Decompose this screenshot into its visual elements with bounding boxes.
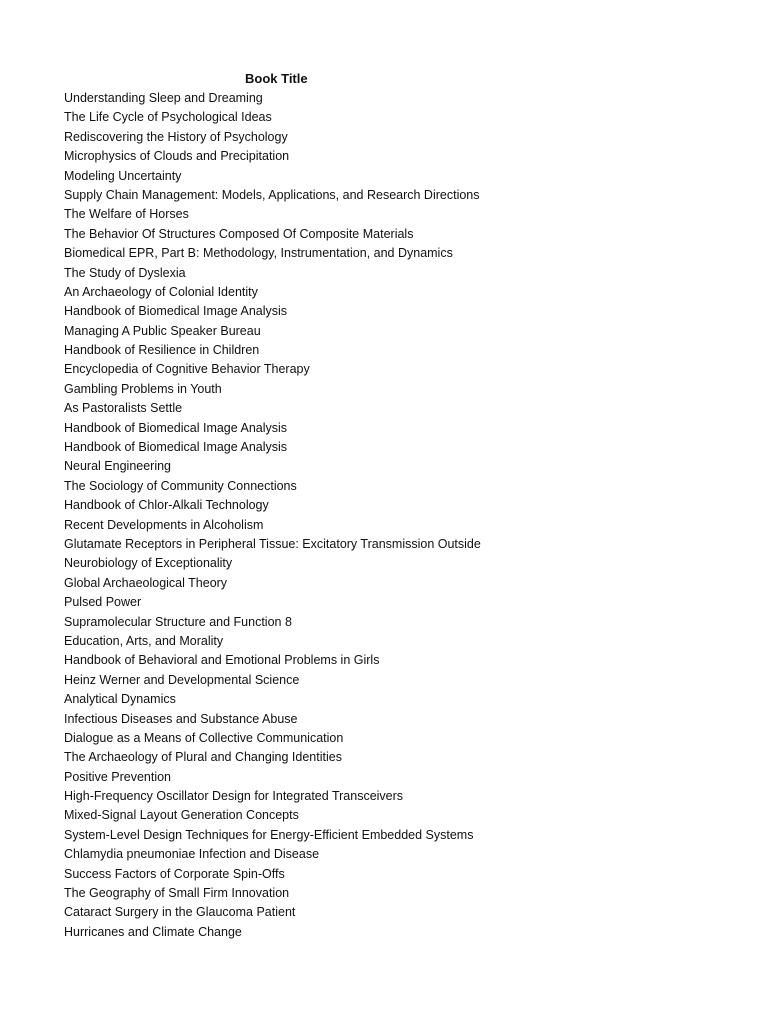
book-title-list xyxy=(64,89,481,942)
book-title-row: Handbook of Biomedical Image Analysis xyxy=(64,440,288,455)
book-title-row: Positive Prevention xyxy=(64,769,172,784)
book-title-row: Handbook of Biomedical Image Analysis xyxy=(64,420,288,435)
book-title-row: Biomedical EPR, Part B: Methodology, Instrumentation, and Dynamics xyxy=(64,246,453,261)
book-title-row: Managing A Public Speaker Bureau xyxy=(64,323,261,338)
book-title-row: Dialogue as a Means of Collective Communication xyxy=(64,730,344,745)
book-title-row: Infectious Diseases and Substance Abuse xyxy=(64,711,298,726)
book-title-row: The Geography of Small Firm Innovation xyxy=(64,886,290,901)
book-title-row: Neural Engineering xyxy=(64,459,172,474)
book-title-row: Modeling Uncertainty xyxy=(64,168,182,183)
book-title-row: System-Level Design Techniques for Energy-Efficient Embedded Systems xyxy=(64,827,474,842)
book-title-row: Supply Chain Management: Models, Applications, and Research Directions xyxy=(64,187,480,202)
book-title-row: Understanding Sleep and Dreaming xyxy=(64,91,263,105)
book-title-row: Gambling Problems in Youth xyxy=(64,381,222,396)
book-title-row: The Study of Dyslexia xyxy=(64,265,186,280)
book-title-row: Pulsed Power xyxy=(64,595,142,610)
book-title-row: Neurobiology of Exceptionality xyxy=(64,556,233,571)
book-title-row: The Sociology of Community Connections xyxy=(64,478,297,493)
book-title-row: Recent Developments in Alcoholism xyxy=(64,517,264,532)
book-title-row: Chlamydia pneumoniae Infection and Disease xyxy=(64,847,320,862)
book-title-row: Handbook of Behavioral and Emotional Problems in Girls xyxy=(64,653,380,668)
book-title-row: Heinz Werner and Developmental Science xyxy=(64,672,300,687)
book-title-row: Handbook of Biomedical Image Analysis xyxy=(64,304,288,319)
book-title-row: Glutamate Receptors in Peripheral Tissue: Excitatory Transmission Outside xyxy=(64,536,481,551)
book-title-row: Supramolecular Structure and Function 8 xyxy=(64,614,292,629)
book-title-row: Handbook of Resilience in Children xyxy=(64,343,260,358)
book-title-row: Success Factors of Corporate Spin-Offs xyxy=(64,866,285,881)
book-title-row: Handbook of Chlor-Alkali Technology xyxy=(64,498,269,513)
book-title-row: The Welfare of Horses xyxy=(64,207,189,222)
book-title-row: Education, Arts, and Morality xyxy=(64,633,224,648)
column-header: Book Title xyxy=(245,71,308,86)
book-title-row: Global Archaeological Theory xyxy=(64,575,228,590)
book-title-row: Encyclopedia of Cognitive Behavior Therapy xyxy=(64,362,310,377)
book-title-row: High-Frequency Oscillator Design for Integrated Transceivers xyxy=(64,789,404,804)
book-title-row: Microphysics of Clouds and Precipitation xyxy=(64,149,290,164)
book-title-row: An Archaeology of Colonial Identity xyxy=(64,284,258,299)
book-title-row: The Archaeology of Plural and Changing Identities xyxy=(64,750,342,765)
book-title-row: Hurricanes and Climate Change xyxy=(64,924,242,939)
book-title-row: Rediscovering the History of Psychology xyxy=(64,129,288,144)
book-title-row: Cataract Surgery in the Glaucoma Patient xyxy=(64,905,296,920)
book-title-row: Mixed-Signal Layout Generation Concepts xyxy=(64,808,299,823)
book-title-row: Analytical Dynamics xyxy=(64,692,176,707)
book-title-row: As Pastoralists Settle xyxy=(64,401,183,416)
book-title-row: The Behavior Of Structures Composed Of Composite Materials xyxy=(64,226,414,241)
book-title-row: The Life Cycle of Psychological Ideas xyxy=(64,110,272,125)
